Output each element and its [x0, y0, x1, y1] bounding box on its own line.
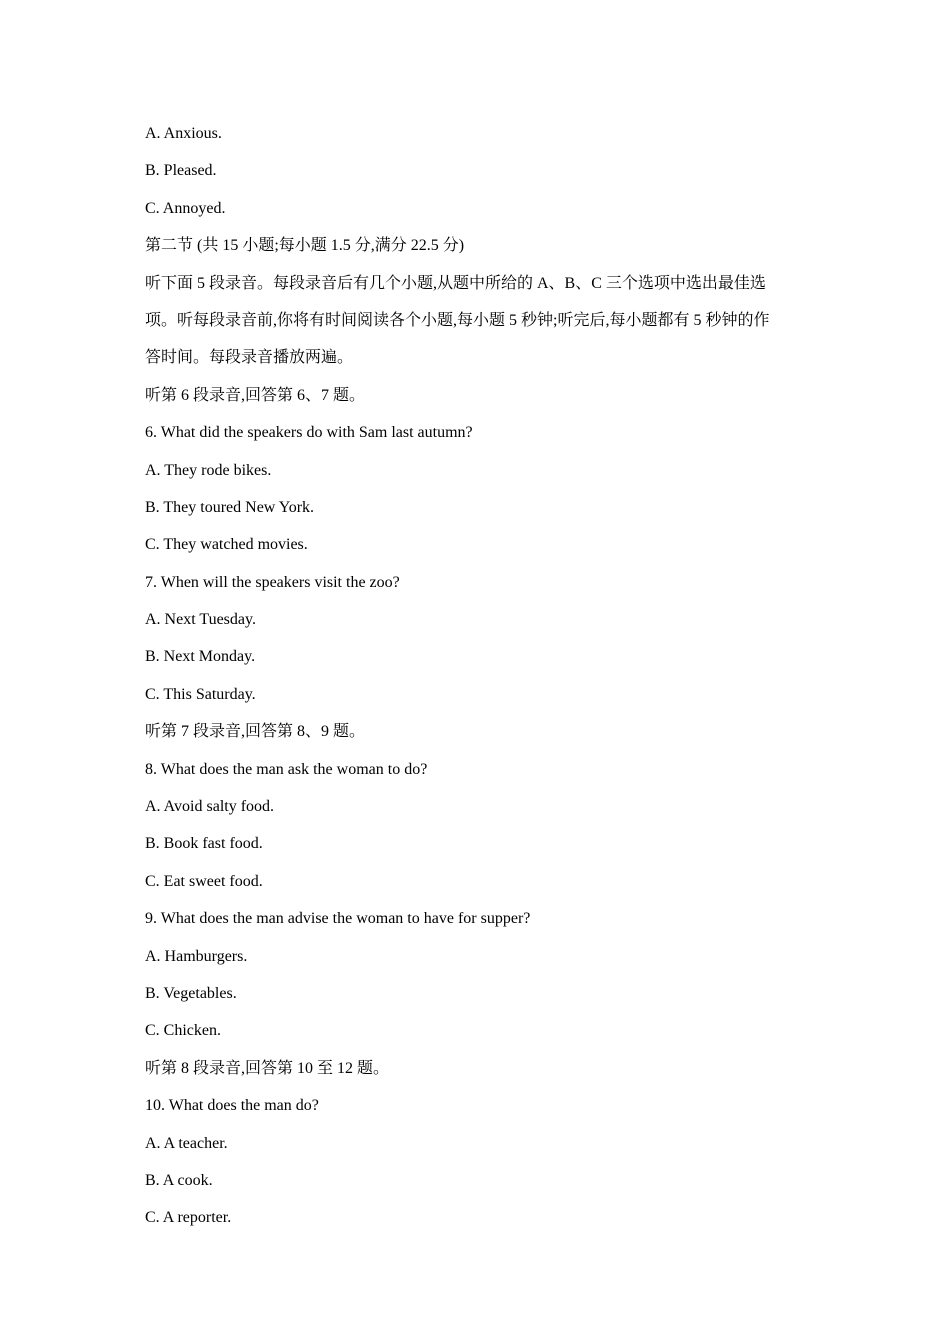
q9-option-c: C. Chicken.: [145, 1022, 221, 1040]
q6-option-c: C. They watched movies.: [145, 536, 308, 554]
q10-option-b: B. A cook.: [145, 1171, 213, 1189]
q5-option-a: A. Anxious.: [145, 125, 222, 142]
passage8-intro: 听第 8 段录音,回答第 10 至 12 题。: [145, 1059, 390, 1077]
q9-option-b: B. Vegetables.: [145, 984, 237, 1002]
passage6-intro: 听第 6 段录音,回答第 6、7 题。: [145, 386, 366, 404]
section2-heading: 第二节 (共 15 小题;每小题 1.5 分,满分 22.5 分): [145, 237, 465, 255]
q5-option-c: C. Annoyed.: [145, 199, 226, 217]
section2-instructions-line-1: 听下面 5 段录音。每段录音后有几个小题,从题中所给的 A、B、C 三个选项中选出最佳选: [145, 274, 766, 292]
q9-option-a: A. Hamburgers.: [145, 947, 248, 965]
question-6: 6. What did the speakers do with Sam last autumn?: [145, 424, 473, 442]
question-8: 8. What does the man ask the woman to do?: [145, 760, 428, 778]
q8-option-b: B. Book fast food.: [145, 835, 263, 853]
q8-option-a: A. Avoid salty food.: [145, 798, 275, 816]
question-7: 7. When will the speakers visit the zoo?: [145, 573, 400, 591]
q10-option-a: A. A teacher.: [145, 1134, 228, 1152]
q7-option-b: B. Next Monday.: [145, 648, 256, 666]
section2-instructions-line-2: 项。听每段录音前,你将有时间阅读各个小题,每小题 5 秒钟;听完后,每小题都有 5 秒钟的作: [145, 311, 770, 329]
q7-option-a: A. Next Tuesday.: [145, 611, 256, 629]
q6-option-b: B. They toured New York.: [145, 498, 315, 516]
question-9: 9. What does the man advise the woman to have for supper?: [145, 910, 531, 928]
q10-option-c: C. A reporter.: [145, 1209, 232, 1227]
question-10: 10. What does the man do?: [145, 1097, 319, 1115]
passage7-intro: 听第 7 段录音,回答第 8、9 题。: [145, 723, 366, 741]
q8-option-c: C. Eat sweet food.: [145, 872, 263, 890]
section2-instructions-line-3: 答时间。每段录音播放两遍。: [145, 349, 354, 367]
q7-option-c: C. This Saturday.: [145, 685, 256, 703]
q6-option-a: A. They rode bikes.: [145, 461, 272, 479]
q5-option-b: B. Pleased.: [145, 162, 217, 180]
page-content: [145, 115, 805, 1237]
